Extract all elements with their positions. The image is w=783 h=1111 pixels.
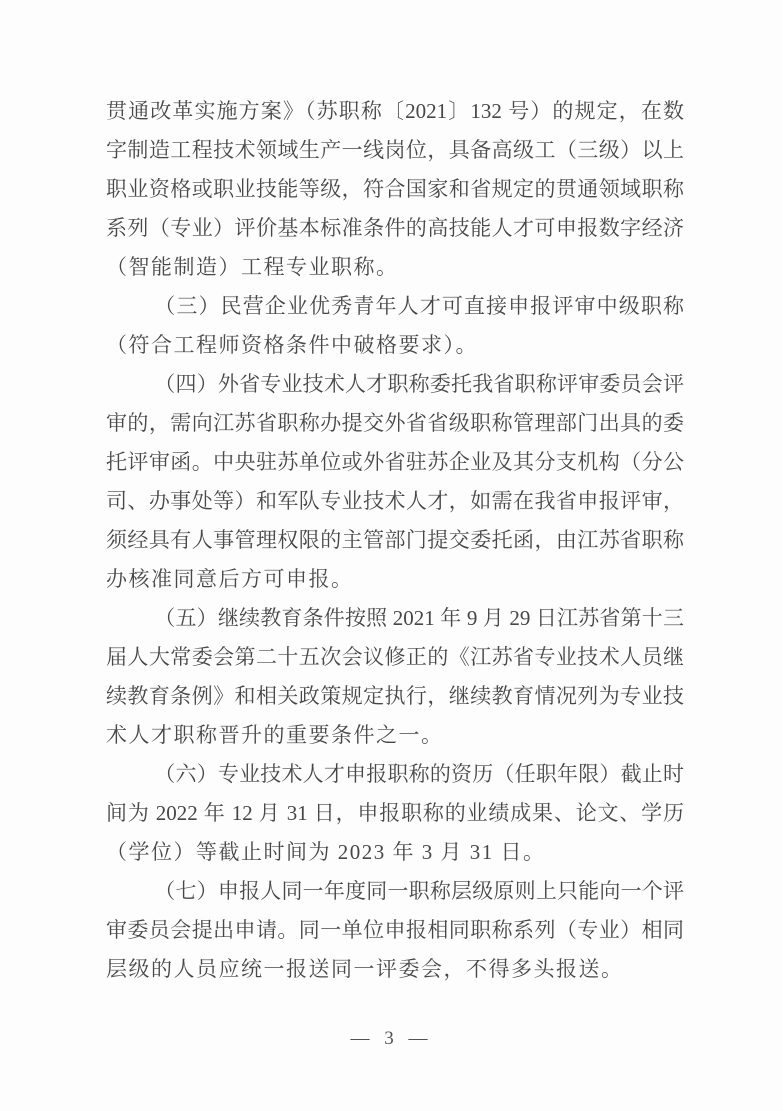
- text-line: 审委员会提出申请。同一单位申报相同职称系列（专业）相同: [106, 918, 684, 942]
- text-line: 术人才职称晋升的重要条件之一。: [106, 723, 444, 747]
- text-line: 托评审函。中央驻苏单位或外省驻苏企业及其分支机构（分公: [106, 450, 684, 474]
- text-line: 系列（专业）评价基本标准条件的高技能人才可申报数字经济: [106, 216, 684, 240]
- text-line: （智能制造）工程专业职称。: [106, 255, 399, 279]
- text-line: 办核准同意后方可申报。: [106, 567, 354, 591]
- text-line: 届人大常委会第二十五次会议修正的《江苏省专业技术人员继: [106, 645, 684, 669]
- text-line: 职业资格或职业技能等级，符合国家和省规定的贯通领域职称: [106, 177, 684, 201]
- text-line: 层级的人员应统一报送同一评委会，不得多头报送。: [106, 957, 624, 981]
- text-line: （五）继续教育条件按照 2021 年 9 月 29 日江苏省第十三: [154, 606, 684, 630]
- text-line: （六）专业技术人才申报职称的资历（任职年限）截止时: [154, 762, 684, 786]
- text-line: 字制造工程技术领域生产一线岗位，具备高级工（三级）以上: [106, 138, 684, 162]
- text-line: 审的，需向江苏省职称办提交外省省级职称管理部门出具的委: [106, 411, 684, 435]
- text-line: （三）民营企业优秀青年人才可直接申报评审中级职称: [154, 294, 684, 318]
- text-line: （符合工程师资格条件中破格要求）。: [106, 333, 478, 357]
- document-body: [106, 92, 684, 989]
- text-line: （四）外省专业技术人才职称委托我省职称评审委员会评: [154, 372, 684, 396]
- text-line: 续教育条例》和相关政策规定执行，继续教育情况列为专业技: [106, 684, 684, 708]
- text-line: 间为 2022 年 12 月 31 日，申报职称的业绩成果、论文、学历: [106, 801, 684, 825]
- text-line: （学位）等截止时间为 2023 年 3 月 31 日。: [106, 840, 546, 864]
- text-line: （七）申报人同一年度同一职称层级原则上只能向一个评: [154, 879, 684, 903]
- text-line: 司、办事处等）和军队专业技术人才，如需在我省申报评审，: [106, 489, 684, 513]
- page-number: — 3 —: [350, 1028, 433, 1049]
- text-line: 贯通改革实施方案》（苏职称〔2021〕132 号）的规定，在数: [106, 99, 684, 123]
- text-line: 须经具有人事管理权限的主管部门提交委托函，由江苏省职称: [106, 528, 684, 552]
